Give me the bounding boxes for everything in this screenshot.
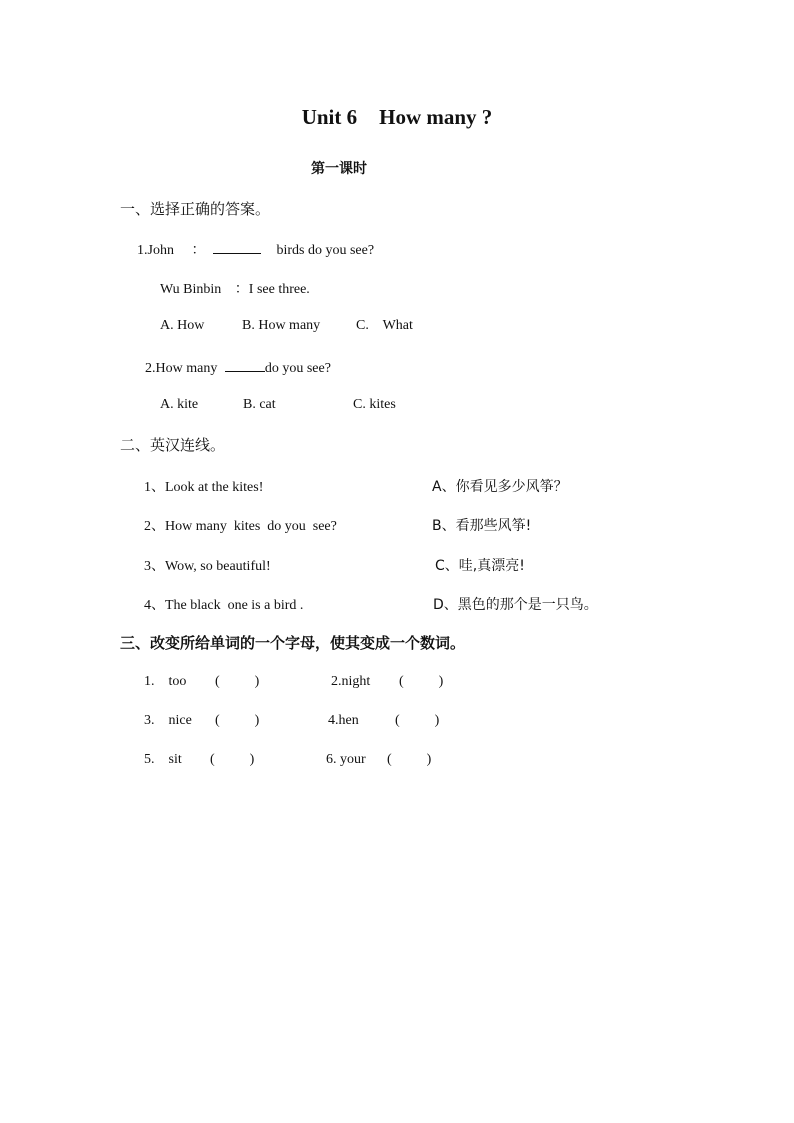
word-item-3: 3. nice [144,713,192,728]
q2-blank[interactable] [225,357,265,372]
word-item-4: 4.hen [328,713,359,728]
q2-option-c: C. kites [353,397,396,412]
section3-heading: 三、改变所给单词的一个字母，使其变成一个数词。 [120,634,466,652]
match-left-1: 1、Look at the kites! [144,480,264,495]
match-left-4: 4、The black one is a bird . [144,598,304,613]
answer-speaker: Wu Binbin [160,282,222,297]
page-title [0,105,794,130]
q1-rest: birds do you see? [276,243,375,258]
match-left-3: 3、Wow, so beautiful! [144,559,271,574]
word-item-2-answer[interactable]: ( ) [399,674,444,689]
answer-text: I see three. [248,282,310,297]
q2-prefix: 2.How many [145,361,218,376]
lesson-subtitle: 第一课时 [311,162,367,177]
unit-label: Unit 6 [301,105,358,129]
q1-option-c: C. What [356,318,413,333]
word-item-5-answer[interactable]: ( ) [210,752,255,767]
section1-heading: 一、选择正确的答案。 [120,200,271,218]
q2-option-b: B. cat [243,397,276,412]
answer-colon: ： [234,281,249,297]
question-1-answer [160,278,310,298]
q1-colon: ： [191,242,206,258]
word-item-3-answer[interactable]: ( ) [215,713,260,728]
q2-option-a: A. kite [160,397,199,412]
word-item-1-answer[interactable]: ( ) [215,674,260,689]
word-item-6: 6. your [326,752,366,767]
section2-heading: 二、英汉连线。 [120,436,226,454]
match-right-a: A、你看见多少风筝？ [432,479,568,495]
word-item-4-answer[interactable]: ( ) [395,713,440,728]
match-right-c: C、哇,真漂亮! [435,558,525,574]
match-left-2: 2、How many kites do you see? [144,519,337,534]
question-1 [137,239,374,259]
unit-name: How many ? [379,105,493,129]
word-item-5: 5. sit [144,752,182,767]
q1-blank[interactable] [213,239,261,254]
word-item-2: 2.night [331,674,371,689]
question-2 [145,357,331,377]
q1-number: 1.John [137,243,174,258]
q1-option-a: A. How [160,318,205,333]
q2-rest: do you see? [264,361,331,376]
match-right-d: D、黑色的那个是一只鸟。 [433,597,598,613]
q1-option-b: B. How many [242,318,321,333]
word-item-1: 1. too [144,674,187,689]
word-item-6-answer[interactable]: ( ) [387,752,432,767]
match-right-b: B、看那些风筝! [432,518,532,534]
